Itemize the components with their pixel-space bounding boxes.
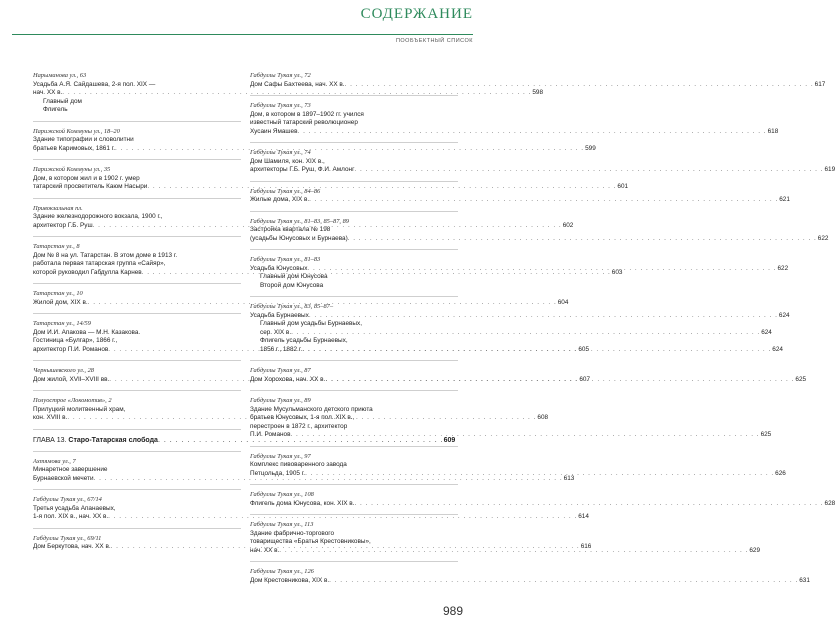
- entry-address: Габдуллы Тукая ул., 126: [250, 568, 314, 575]
- entry-text: нач. XX в.: [33, 89, 63, 96]
- entry-text: Дом Крестовникова, XIX в.: [250, 576, 330, 584]
- chapter-heading: [33, 436, 456, 445]
- entry-line: [250, 431, 772, 440]
- entry-address: Чернышевского ул., 28: [33, 367, 94, 374]
- entry-address: Парижской Коммуны ул., 18–20: [33, 127, 120, 135]
- dot-leader: [305, 470, 774, 479]
- entry-divider: [250, 95, 458, 96]
- entry-line: [250, 337, 458, 346]
- toc-entry: [250, 102, 779, 136]
- entry-line: [250, 234, 829, 244]
- entry-address: Габдуллы Тукая ул., 74: [250, 149, 311, 156]
- entry-text: сер. XIX в.: [260, 328, 292, 336]
- entry-line: [33, 213, 241, 222]
- entry-line: [33, 543, 592, 552]
- toc-entry: [250, 187, 790, 205]
- dot-leader: [302, 346, 771, 355]
- entry-text: Флигель: [43, 106, 68, 113]
- entry-text: татарский просветитель Каюм Насыри: [33, 183, 148, 190]
- entry-text: Здание типографии и словолитни: [33, 136, 134, 143]
- chapter-page: 609: [443, 436, 456, 444]
- entry-text: Дом жилой, XVII–XVIII вв.: [33, 375, 110, 383]
- entry-line: [250, 196, 790, 205]
- entry-page: 625: [760, 431, 772, 438]
- entry-text: Бурнаевской мечети: [33, 474, 94, 482]
- entry-text: Дом Шамиля, кон. XIX в.,: [250, 157, 325, 165]
- entry-address: Ахтямова ул., 7: [33, 457, 76, 465]
- entry-text: нач. XX в.: [250, 546, 280, 554]
- entry-divider: [250, 484, 458, 485]
- entry-divider: [250, 296, 458, 297]
- entry-line: [33, 466, 241, 475]
- entry-page: 624: [761, 328, 772, 336]
- dot-leader: [298, 128, 767, 137]
- entry-address: Габдуллы Тукая ул., 97: [250, 452, 311, 460]
- entry-page: 607: [579, 375, 591, 383]
- dot-leader: [354, 500, 823, 509]
- entry-line: [33, 106, 241, 115]
- entry-page: 602: [562, 221, 574, 229]
- dot-leader: [325, 376, 794, 385]
- entry-text: товарищества «Братья Крестовниковы»,: [250, 538, 371, 545]
- entry-address: Габдуллы Тукая ул., 87: [250, 367, 311, 374]
- toc-entry: [250, 149, 835, 175]
- entry-line: [33, 513, 589, 522]
- entry-text: Комплекс пивоваренного завода: [250, 461, 347, 468]
- entry-page: 598: [532, 89, 544, 96]
- toc-entry: [250, 491, 835, 508]
- entry-divider: [33, 313, 241, 314]
- entry-text: перестроен в 1872 г., архитектор: [250, 422, 348, 430]
- entry-address: Татарстан ул., 14/59: [33, 320, 91, 327]
- entry-line: [250, 111, 458, 120]
- entry-divider: [250, 211, 458, 212]
- entry-line: [250, 499, 835, 509]
- entry-divider: [250, 514, 458, 515]
- entry-text: Хусаин Ямашев: [250, 127, 298, 135]
- chapter-title: [33, 436, 158, 445]
- entry-text: которой руководил Габдулла Карнев: [33, 268, 142, 276]
- entry-page: 622: [817, 234, 829, 242]
- entry-text: Жилые дома, XIX в.: [250, 196, 310, 203]
- header-rule: [12, 34, 473, 35]
- entry-line: [250, 158, 458, 167]
- entry-text: Усадьба Бурнаевых: [250, 311, 309, 319]
- entry-divider: [250, 390, 458, 391]
- chapter-name: Старо-Татарская слобода: [68, 436, 158, 444]
- toc-entry: [250, 72, 826, 89]
- entry-text: Застройка квартала № 198: [250, 226, 331, 233]
- entry-address: Габдуллы Тукая ул., 67/14: [33, 496, 102, 503]
- entry-text: 1-я пол. XIX в., нач. XX в.: [33, 513, 109, 520]
- entry-text: братьев Каримовых, 1861 г.: [33, 144, 116, 152]
- entry-divider: [250, 360, 458, 361]
- entry-text: П.И. Романов: [250, 431, 291, 438]
- entry-text: Флигель усадьбы Бурнаевых,: [260, 337, 348, 344]
- page-subtitle: ПООБЪЕКТНЫЙ СПИСОК: [395, 38, 473, 44]
- entry-divider: [33, 198, 241, 199]
- entry-address: Нарымановa ул., 63: [33, 72, 87, 79]
- entry-text: Главный дом усадьбы Бурнаевых,: [260, 320, 362, 327]
- entry-page: 619: [824, 166, 835, 173]
- entry-divider: [33, 528, 241, 529]
- entry-text: Главный дом Юнусова: [260, 273, 328, 280]
- entry-address: Габдуллы Тукая ул., 81–83, 85–87, 89: [250, 217, 350, 225]
- entry-address: Татарстан ул., 10: [33, 290, 83, 297]
- entry-text: работала первая татарская группа «Сайяр»,: [33, 260, 166, 267]
- entry-text: Петцольда, 1905 г.: [250, 469, 306, 477]
- entry-address: Татарстан ул., 8: [33, 243, 80, 250]
- entry-divider: [33, 236, 241, 237]
- entry-text: Жилой дом, XIX в.: [33, 298, 88, 306]
- entry-divider: [250, 142, 458, 143]
- entry-line: [33, 136, 241, 145]
- entry-text: Дом Сафы Бахтеева, нач. XX в.: [250, 80, 345, 88]
- entry-address: Парижской Коммуны ул., 35: [33, 166, 111, 173]
- dot-leader: [309, 196, 778, 205]
- page-number: 989: [442, 604, 463, 618]
- entry-line: [250, 576, 810, 586]
- entry-text: Здание железнодорожного вокзала, 1900 г.,: [33, 213, 163, 220]
- entry-line: [250, 273, 458, 282]
- entry-page: 622: [777, 264, 789, 272]
- entry-divider: [250, 181, 458, 182]
- entry-divider: [33, 360, 241, 361]
- entry-line: [33, 175, 241, 184]
- entry-text: 1856 г., 1882 г.: [260, 345, 303, 353]
- entry-line: [250, 406, 458, 415]
- entry-text: братьев Юнусовых, 1-я пол. XIX в.,: [250, 414, 355, 421]
- entry-line: [250, 311, 790, 321]
- dot-leader: [291, 329, 760, 338]
- entry-address: Габдуллы Тукая ул., 73: [250, 102, 311, 109]
- dot-leader: [329, 577, 798, 586]
- entry-text: Второй дом Юнусова: [260, 281, 324, 289]
- entry-line: [250, 530, 458, 539]
- entry-text: Дом № 8 на ул. Татарстан. В этом доме в 1913 г.: [33, 251, 178, 259]
- dot-leader: [345, 81, 814, 90]
- entry-text: Здание фабрично-торгового: [250, 529, 335, 537]
- entry-line: [250, 80, 826, 90]
- entry-page: 613: [563, 474, 575, 482]
- entry-divider: [33, 283, 241, 284]
- entry-address: Габдуллы Тукая ул., 113: [250, 521, 314, 528]
- toc-entry: [250, 568, 810, 585]
- entry-address: Габдуллы Тукая ул., 84–86: [250, 187, 321, 195]
- entry-text: Дом Беркутова, нач. XX в.: [33, 543, 111, 550]
- entry-address: Привокзальная пл.: [33, 204, 83, 212]
- entry-text: Дом И.И. Апакова — М.Н. Казакова.: [33, 328, 141, 336]
- entry-text: известный татарский революционер: [250, 119, 358, 126]
- page-header: [0, 0, 485, 52]
- dot-leader: [348, 235, 817, 244]
- entry-line: [33, 81, 241, 90]
- entry-line: [250, 127, 779, 137]
- entry-text: Усадьба А.Я. Сайдашева, 2-я пол. XIX —: [33, 80, 156, 88]
- entry-text: архитекторы Г.Б. Руш, Ф.И. Амлонг: [250, 166, 355, 173]
- entry-text: Главный дом: [43, 97, 82, 105]
- entry-text: Дом, в котором жил и в 1902 г. умер: [33, 174, 140, 182]
- entry-divider: [33, 159, 241, 160]
- entry-page: 621: [779, 196, 790, 203]
- entry-page: 625: [795, 375, 807, 383]
- entry-text: (усадьбы Юнусовых и Бурнаева): [250, 234, 348, 242]
- entry-text: Дом Хорохова, нач. XX в.: [250, 375, 326, 383]
- entry-divider: [250, 561, 458, 562]
- dot-leader: [279, 547, 748, 556]
- entry-line: [250, 423, 458, 432]
- entry-text: кон. XVIII в.: [33, 414, 68, 421]
- entry-page: 631: [799, 576, 810, 584]
- entry-line: [250, 461, 458, 470]
- entry-line: [250, 119, 458, 128]
- entry-line: [250, 282, 458, 291]
- entry-divider: [250, 249, 458, 250]
- entry-line: [33, 260, 241, 269]
- entry-text: Усадьба Юнусовых: [250, 264, 308, 272]
- entry-line: [33, 98, 241, 107]
- entry-page: 617: [814, 80, 826, 88]
- entry-line: [33, 252, 241, 261]
- entry-line: [33, 337, 241, 346]
- entry-text: Минаретное завершение: [33, 466, 108, 473]
- entry-page: 601: [617, 183, 629, 190]
- entry-line: [250, 328, 772, 338]
- entry-text: Флигель дома Юнусова, кон. XIX в.: [250, 499, 355, 507]
- entry-line: [33, 474, 575, 484]
- entry-divider: [33, 390, 241, 391]
- dot-leader: [290, 431, 759, 440]
- entry-line: [33, 89, 544, 98]
- entry-page: 629: [749, 546, 761, 554]
- entry-page: 624: [772, 345, 783, 353]
- entry-line: [250, 320, 458, 329]
- entry-address: Полуострое «Локомотив», 2: [33, 397, 112, 404]
- entry-divider: [250, 446, 458, 447]
- entry-text: Здание Мусульманского детского приюта: [250, 405, 373, 413]
- entry-line: [250, 414, 458, 423]
- entry-page: 599: [585, 144, 596, 152]
- entry-page: 628: [824, 499, 835, 507]
- entry-text: архитектор П.И. Романов: [33, 345, 109, 353]
- entry-line: [33, 505, 241, 514]
- entry-address: Габдуллы Тукая ул., 81–83: [250, 256, 321, 263]
- entry-page: 616: [580, 543, 592, 550]
- chapter-prefix: ГЛАВА 13.: [33, 436, 67, 444]
- entry-divider: [33, 121, 241, 122]
- entry-address: Габдуллы Тукая ул., 83, 85–87–: [250, 303, 334, 310]
- entry-page: 603: [611, 268, 623, 276]
- entry-text: Третья усадьба Апанаевых,: [33, 504, 116, 512]
- entry-line: [250, 538, 458, 547]
- entry-line: [250, 226, 458, 235]
- entry-page: 626: [775, 469, 786, 477]
- entry-page: 614: [578, 513, 589, 520]
- entry-text: Дом, в котором в 1897–1902 гг. учился: [250, 110, 364, 118]
- dot-leader: [354, 166, 823, 175]
- entry-page: 618: [767, 127, 779, 135]
- entry-line: [250, 166, 835, 175]
- entry-divider: [33, 429, 241, 430]
- entry-line: [33, 406, 241, 415]
- entry-line: [33, 329, 241, 338]
- entry-page: 605: [578, 345, 590, 353]
- entry-page: 604: [557, 298, 569, 306]
- entry-address: Габдуллы Тукая ул., 72: [250, 72, 311, 79]
- entry-text: Гостиница «Булгар», 1866 г.,: [33, 337, 118, 344]
- entry-text: Прилуцкий молитвенный храм,: [33, 405, 126, 413]
- page-title: СОДЕРЖАНИЕ: [360, 6, 473, 22]
- entry-divider: [33, 451, 241, 452]
- entry-divider: [33, 489, 241, 490]
- entry-address: Габдуллы Тукая ул., 89: [250, 397, 311, 404]
- entry-page: 608: [537, 414, 549, 421]
- entry-text: архитектор Г.Б. Руш: [33, 221, 93, 229]
- entry-address: Габдуллы Тукая ул., 108: [250, 491, 314, 498]
- entry-page: 624: [778, 311, 790, 319]
- entry-address: Габдуллы Тукая ул., 69/11: [33, 534, 102, 542]
- dot-leader: [307, 265, 776, 274]
- dot-leader: [309, 312, 778, 321]
